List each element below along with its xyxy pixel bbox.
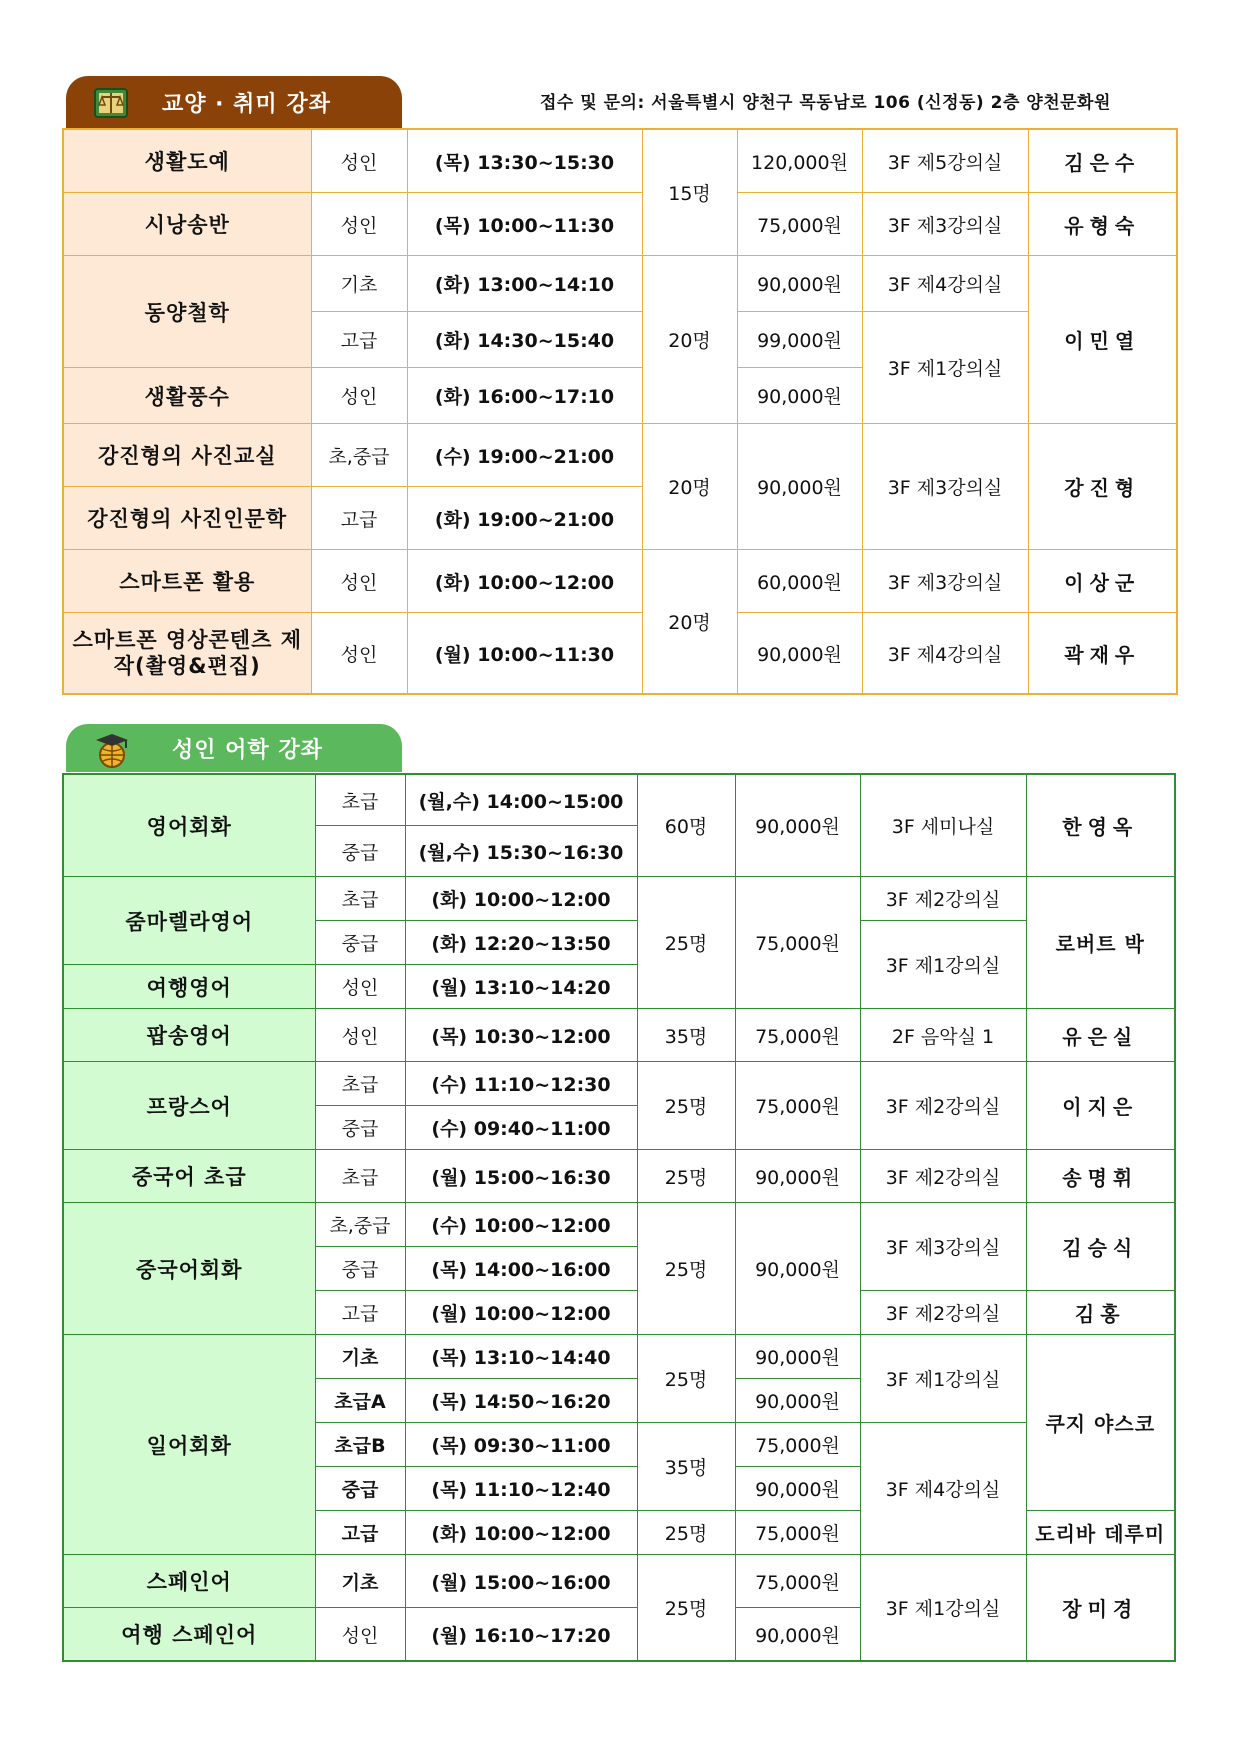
course-time: (화) 10:00~12:00 — [407, 550, 642, 613]
course-time: (월) 15:00~16:00 — [405, 1555, 637, 1608]
course-time: (수) 09:40~11:00 — [405, 1106, 637, 1150]
course-time: (월) 10:00~12:00 — [405, 1291, 637, 1335]
course-room: 3F 세미나실 — [860, 774, 1026, 877]
course-room: 3F 제2강의실 — [860, 877, 1026, 921]
course-time: (목) 09:30~11:00 — [405, 1423, 637, 1467]
section-tab-language — [66, 724, 402, 772]
course-level: 성인 — [311, 129, 407, 193]
course-room: 3F 제4강의실 — [860, 1423, 1026, 1555]
course-room: 3F 제1강의실 — [860, 1335, 1026, 1423]
course-room: 3F 제1강의실 — [860, 1555, 1026, 1662]
course-fee: 90,000원 — [735, 1335, 860, 1379]
course-capacity: 20명 — [642, 256, 737, 424]
course-room: 3F 제3강의실 — [862, 193, 1028, 256]
course-level: 중급 — [315, 1467, 405, 1511]
course-level: 기초 — [311, 256, 407, 312]
course-capacity: 25명 — [637, 1203, 735, 1335]
course-level: 중급 — [315, 1106, 405, 1150]
course-teacher: 김은수 — [1028, 129, 1177, 193]
course-fee: 75,000원 — [735, 1062, 860, 1150]
course-time: (월,수) 14:00~15:00 — [405, 774, 637, 826]
course-level: 고급 — [315, 1511, 405, 1555]
course-time: (목) 10:30~12:00 — [405, 1009, 637, 1062]
table-row — [63, 1062, 1175, 1106]
course-time: (목) 11:10~12:40 — [405, 1467, 637, 1511]
course-name: 팝송영어 — [63, 1009, 315, 1062]
course-teacher: 장미경 — [1026, 1555, 1175, 1662]
course-name: 시낭송반 — [63, 193, 311, 256]
course-fee: 60,000원 — [737, 550, 862, 613]
course-level: 고급 — [311, 312, 407, 368]
course-fee: 75,000원 — [735, 1555, 860, 1608]
course-time: (목) 10:00~11:30 — [407, 193, 642, 256]
course-capacity: 60명 — [637, 774, 735, 877]
course-name: 중국어회화 — [63, 1203, 315, 1335]
course-fee: 90,000원 — [735, 1150, 860, 1203]
course-level: 초급 — [315, 1062, 405, 1106]
course-level: 기초 — [315, 1555, 405, 1608]
course-time: (화) 14:30~15:40 — [407, 312, 642, 368]
course-level: 성인 — [311, 550, 407, 613]
course-name: 프랑스어 — [63, 1062, 315, 1150]
graduation-globe-icon — [92, 730, 130, 768]
course-fee: 90,000원 — [737, 256, 862, 312]
course-name: 여행 스페인어 — [63, 1608, 315, 1662]
course-level: 성인 — [311, 368, 407, 424]
course-fee: 90,000원 — [735, 1379, 860, 1423]
course-fee: 90,000원 — [735, 1467, 860, 1511]
course-fee: 90,000원 — [735, 1608, 860, 1662]
course-room: 3F 제2강의실 — [860, 1291, 1026, 1335]
course-time: (월) 15:00~16:30 — [405, 1150, 637, 1203]
course-level: 기초 — [315, 1335, 405, 1379]
course-fee: 90,000원 — [735, 774, 860, 877]
course-time: (화) 10:00~12:00 — [405, 1511, 637, 1555]
table-row — [63, 550, 1177, 613]
course-capacity: 35명 — [637, 1423, 735, 1511]
course-time: (화) 10:00~12:00 — [405, 877, 637, 921]
course-fee: 75,000원 — [735, 1511, 860, 1555]
course-name: 생활풍수 — [63, 368, 311, 424]
course-level: 성인 — [311, 613, 407, 695]
course-capacity: 35명 — [637, 1009, 735, 1062]
course-time: (목) 13:10~14:40 — [405, 1335, 637, 1379]
course-capacity: 25명 — [637, 1555, 735, 1662]
course-level: 성인 — [315, 965, 405, 1009]
course-capacity: 25명 — [637, 1150, 735, 1203]
course-fee: 75,000원 — [735, 1423, 860, 1467]
course-time: (목) 14:00~16:00 — [405, 1247, 637, 1291]
course-level: 중급 — [315, 826, 405, 877]
table-row — [63, 1203, 1175, 1247]
course-room: 3F 제4강의실 — [862, 256, 1028, 312]
course-capacity: 25명 — [637, 1062, 735, 1150]
course-teacher: 유형숙 — [1028, 193, 1177, 256]
book-scale-icon — [92, 84, 130, 122]
course-fee: 90,000원 — [735, 1203, 860, 1335]
course-teacher: 도리바 데루미 — [1026, 1511, 1175, 1555]
course-capacity: 20명 — [642, 424, 737, 550]
course-fee: 75,000원 — [737, 193, 862, 256]
course-fee: 75,000원 — [735, 877, 860, 1009]
course-time: (수) 11:10~12:30 — [405, 1062, 637, 1106]
course-level: 초급A — [315, 1379, 405, 1423]
course-level: 초급 — [315, 774, 405, 826]
course-room: 2F 음악실 1 — [860, 1009, 1026, 1062]
course-room: 3F 제5강의실 — [862, 129, 1028, 193]
course-level: 중급 — [315, 921, 405, 965]
table-row — [63, 424, 1177, 487]
course-time: (화) 16:00~17:10 — [407, 368, 642, 424]
course-teacher: 이상군 — [1028, 550, 1177, 613]
course-fee: 120,000원 — [737, 129, 862, 193]
course-room: 3F 제1강의실 — [862, 312, 1028, 424]
course-teacher: 강진형 — [1028, 424, 1177, 550]
course-name: 동양철학 — [63, 256, 311, 368]
course-time: (목) 13:30~15:30 — [407, 129, 642, 193]
course-time: (월,수) 15:30~16:30 — [405, 826, 637, 877]
course-level: 성인 — [315, 1608, 405, 1662]
course-fee: 90,000원 — [737, 613, 862, 695]
course-teacher: 김승식 — [1026, 1203, 1175, 1291]
course-level: 초,중급 — [311, 424, 407, 487]
course-teacher: 김홍 — [1026, 1291, 1175, 1335]
table-row — [63, 1009, 1175, 1062]
table-row — [63, 613, 1177, 695]
course-name: 생활도예 — [63, 129, 311, 193]
table-row — [63, 774, 1175, 826]
course-capacity: 15명 — [642, 129, 737, 256]
course-level: 성인 — [315, 1009, 405, 1062]
course-name: 영어회화 — [63, 774, 315, 877]
course-room: 3F 제2강의실 — [860, 1062, 1026, 1150]
course-name: 줌마렐라영어 — [63, 877, 315, 965]
course-room: 3F 제1강의실 — [860, 921, 1026, 1009]
course-time: (월) 10:00~11:30 — [407, 613, 642, 695]
course-level: 초급B — [315, 1423, 405, 1467]
course-name: 강진형의 사진교실 — [63, 424, 311, 487]
course-room: 3F 제3강의실 — [862, 424, 1028, 550]
course-fee: 75,000원 — [735, 1009, 860, 1062]
course-teacher: 송명휘 — [1026, 1150, 1175, 1203]
culture-course-table — [62, 128, 1178, 695]
course-name: 스마트폰 영상콘텐츠 제작(촬영&편집) — [63, 613, 311, 695]
section-title: 교양 · 취미 강좌 — [162, 91, 331, 117]
course-teacher: 한영옥 — [1026, 774, 1175, 877]
course-name: 여행영어 — [63, 965, 315, 1009]
course-room: 3F 제3강의실 — [862, 550, 1028, 613]
course-level: 초,중급 — [315, 1203, 405, 1247]
course-room: 3F 제2강의실 — [860, 1150, 1026, 1203]
course-time: (수) 19:00~21:00 — [407, 424, 642, 487]
course-name: 중국어 초급 — [63, 1150, 315, 1203]
course-level: 초급 — [315, 1150, 405, 1203]
course-room: 3F 제3강의실 — [860, 1203, 1026, 1291]
course-time: (화) 19:00~21:00 — [407, 487, 642, 550]
course-capacity: 25명 — [637, 877, 735, 1009]
section-title: 성인 어학 강좌 — [172, 737, 323, 763]
course-teacher: 유은실 — [1026, 1009, 1175, 1062]
language-course-table — [62, 773, 1176, 1662]
course-capacity: 25명 — [637, 1511, 735, 1555]
course-room: 3F 제4강의실 — [862, 613, 1028, 695]
course-name: 일어회화 — [63, 1335, 315, 1555]
course-fee: 90,000원 — [737, 424, 862, 550]
table-row — [63, 256, 1177, 312]
course-level: 초급 — [315, 877, 405, 921]
course-level: 성인 — [311, 193, 407, 256]
contact-info: 접수 및 문의: 서울특별시 양천구 목동남로 106 (신정동) 2층 양천문화원 — [540, 93, 1111, 113]
course-level: 고급 — [311, 487, 407, 550]
course-time: (화) 13:00~14:10 — [407, 256, 642, 312]
course-level: 고급 — [315, 1291, 405, 1335]
course-teacher: 이민열 — [1028, 256, 1177, 424]
course-name: 스페인어 — [63, 1555, 315, 1608]
section-tab-culture — [66, 76, 402, 128]
course-name: 스마트폰 활용 — [63, 550, 311, 613]
table-row — [63, 1555, 1175, 1608]
course-fee: 90,000원 — [737, 368, 862, 424]
course-time: (월) 13:10~14:20 — [405, 965, 637, 1009]
course-teacher: 로버트 박 — [1026, 877, 1175, 1009]
course-capacity: 20명 — [642, 550, 737, 695]
course-time: (월) 16:10~17:20 — [405, 1608, 637, 1662]
course-fee: 99,000원 — [737, 312, 862, 368]
course-capacity: 25명 — [637, 1335, 735, 1423]
table-row — [63, 193, 1177, 256]
course-time: (수) 10:00~12:00 — [405, 1203, 637, 1247]
course-teacher: 이지은 — [1026, 1062, 1175, 1150]
table-row — [63, 1335, 1175, 1379]
table-row — [63, 1150, 1175, 1203]
course-time: (화) 12:20~13:50 — [405, 921, 637, 965]
course-time: (목) 14:50~16:20 — [405, 1379, 637, 1423]
course-teacher: 곽재우 — [1028, 613, 1177, 695]
table-row — [63, 877, 1175, 921]
course-teacher: 쿠지 야스코 — [1026, 1335, 1175, 1511]
course-name: 강진형의 사진인문학 — [63, 487, 311, 550]
course-level: 중급 — [315, 1247, 405, 1291]
table-row — [63, 129, 1177, 193]
